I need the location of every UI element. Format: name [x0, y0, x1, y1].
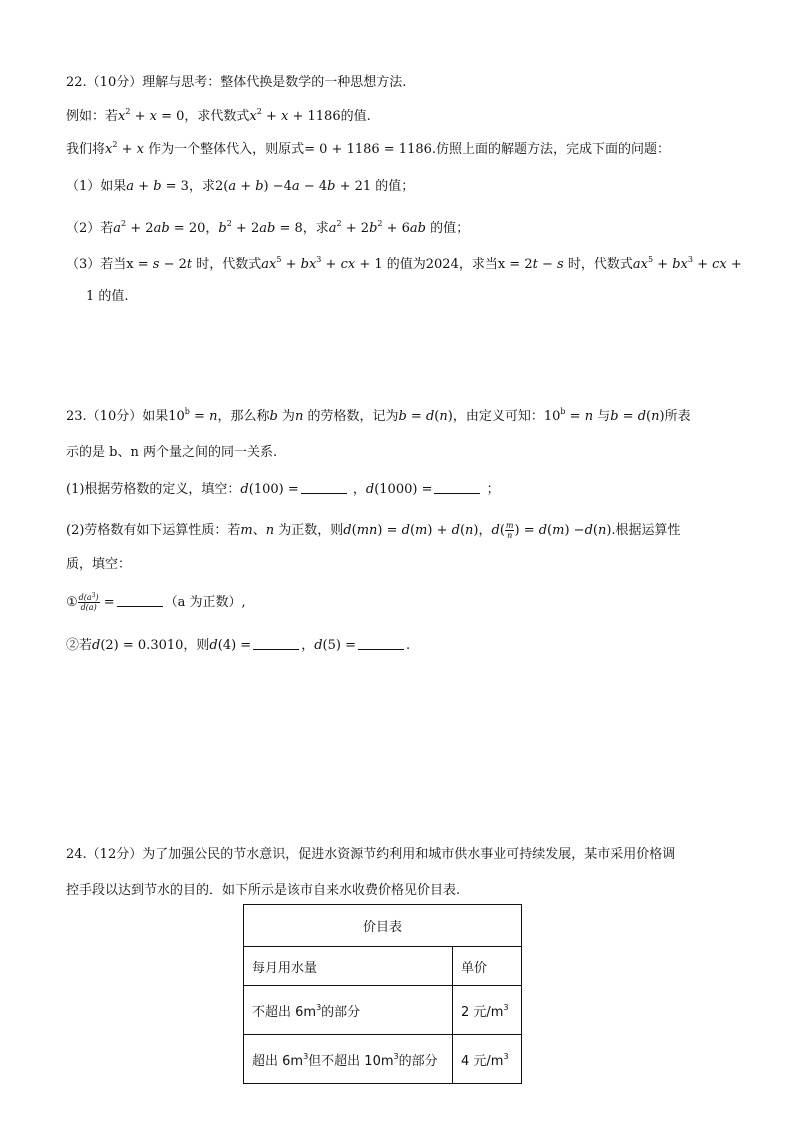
q23-sub2: ②若d(2) = 0.3010，则d(4) = ，d(5) = . — [66, 638, 411, 653]
q22-part2: （2）若$a^2 + 2ab = 20$，$b^2 + 2ab = 8$，求$a^2 + 2b^2 + 6ab$ 的值； — [66, 219, 470, 236]
answer-blank[interactable] — [301, 481, 347, 494]
q23-line2: 示的是 b、n 两个量之间的同一关系. — [66, 445, 278, 460]
table-row — [244, 947, 522, 986]
table-row — [244, 1035, 522, 1084]
answer-blank[interactable] — [358, 637, 404, 650]
q24-line1: 24.（12分）为了加强公民的节水意识，促进水资源节约利用和城市供水事业可持续发展，某市采用价格调 — [66, 847, 676, 862]
q23-sub1: ① $\frac{d(a^3)}{d(a)}$ = （a 为正数）, — [66, 592, 246, 612]
q23-heading: 23.（10分）如果$10^b = n$，那么称b 为n 的劳格数，记为b = d(n)，由定义可知：$10^b = n$ 与b = d(n)所表 — [66, 407, 691, 424]
table-cell: 不超出 $6m^3$的部分 — [244, 986, 453, 1035]
q24-line2: 控手段以达到节水的目的．如下所示是该市自来水收费价格见价目表. — [66, 883, 461, 898]
answer-blank[interactable] — [253, 637, 299, 650]
q22-heading: 22.（10分）理解与思考：整体代换是数学的一种思想方法. — [66, 75, 407, 90]
q22-part1: （1）如果a + b = 3，求2(a + b) −4a − 4b + 21 的值； — [66, 179, 415, 194]
table-title: 价目表 — [244, 905, 522, 947]
q23-part2-line2: 质，填空： — [66, 557, 132, 572]
answer-blank[interactable] — [434, 481, 480, 494]
answer-blank[interactable] — [117, 594, 163, 607]
table-header-usage: 每月用水量 — [244, 947, 453, 986]
q22-method-line: 我们将$x^2 + x$ 作为一个整体代入，则原式= 0 + 1186 = 1186.仿照上面的解题方法，完成下面的问题： — [66, 140, 671, 157]
table-cell: 2 元$/m^3$ — [453, 986, 522, 1035]
q22-example-line: 例如：若$x^2 + x = 0$，求代数式$x^2 + x + 1186$的值. — [66, 107, 371, 124]
q22-part3-cont: 1 的值. — [86, 289, 129, 304]
table-header-price: 单价 — [453, 947, 522, 986]
table-cell: 4 元$/m^3$ — [453, 1035, 522, 1084]
table-row — [244, 986, 522, 1035]
q23-part1: (1)根据劳格数的定义，填空：d(100) = ，d(1000) = ； — [66, 482, 500, 497]
price-table — [243, 904, 522, 1084]
q23-part2: (2)劳格数有如下运算性质：若m、n 为正数，则d(mn) = d(m) + d(n)，d( $\frac{m}{n}$ ) = d(m) −d(n).根据运算性 — [66, 521, 681, 540]
table-cell: 超出 $6m^3$但不超出 $10m^3$的部分 — [244, 1035, 453, 1084]
q22-part3: （3）若当x = s − 2t 时，代数式$ax^5 + bx^3$ + cx + 1 的值为2024，求当x = 2t − s 时，代数式$ax^5 + bx^3$ + cx + — [66, 255, 742, 272]
